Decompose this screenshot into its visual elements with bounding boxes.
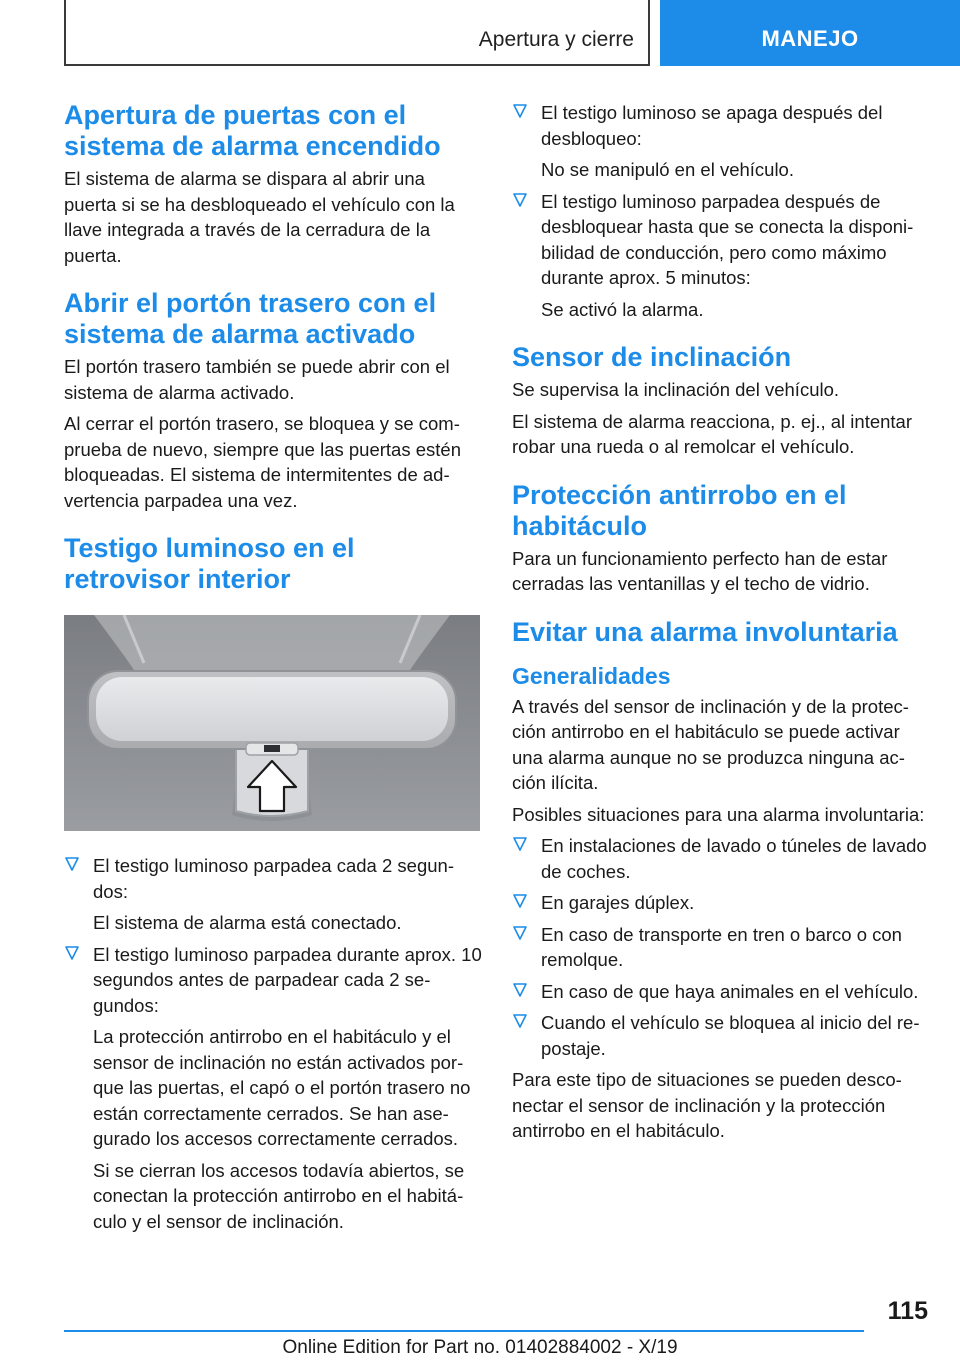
- footer-edition: Online Edition for Part no. 01402884002 - X/19: [282, 1337, 678, 1358]
- paragraph: El portón trasero también se puede abrir con el sistema de alarma activado.: [64, 356, 450, 403]
- right-column: [512, 100, 930, 1150]
- triangle-bullet-icon: [512, 893, 528, 911]
- heading-tailgate: Abrir el portón trasero con el sistema de alarma activado: [64, 288, 437, 349]
- page-number: 115: [887, 1297, 928, 1325]
- list-item-text: El testigo luminoso se apaga después del desbloqueo:: [541, 102, 883, 149]
- list-item-text: En garajes dúplex.: [541, 892, 695, 913]
- heading-tilt-sensor: Sensor de inclinación: [512, 342, 792, 372]
- triangle-bullet-icon: [64, 945, 80, 963]
- heading-interior-protection: Protección antirrobo en el habitáculo: [512, 479, 847, 541]
- section-indicator-light: [64, 533, 482, 1234]
- section-avoid-false-alarm: [512, 617, 930, 1144]
- section-tilt-sensor: [512, 342, 930, 460]
- footer-divider: [64, 1330, 864, 1332]
- header-section-box: [64, 0, 650, 66]
- list-item: [64, 853, 482, 936]
- heading-indicator-light: Testigo luminoso en el retrovisor interior: [64, 533, 355, 594]
- list-item: [512, 100, 930, 183]
- paragraph: Para este tipo de situaciones se pueden desconectar el sensor de inclinación y la protección antirrobo en el habitáculo.: [512, 1069, 902, 1141]
- list-item: [512, 922, 930, 973]
- triangle-bullet-icon: [512, 192, 528, 210]
- list-item-detail: Se activó la alarma.: [541, 298, 704, 320]
- list-item: [512, 833, 930, 884]
- list-item: [512, 1010, 930, 1061]
- list-item-detail: La protección antirrobo en el habitáculo y el sensor de inclinación no están activados porque las puertas, el capó o el portón trasero no están correctamente cerrados. Se han asegurado los accesos correctamente cerrados.: [93, 1026, 471, 1149]
- subheading-general: Generalidades: [512, 662, 671, 689]
- list-item-detail: Si se cierran los accesos todavía abiertos, se conectan la protección antirrobo en el habitáculo y el sensor de inclinación.: [93, 1159, 465, 1232]
- triangle-bullet-icon: [512, 982, 528, 1000]
- list-item-detail: No se manipuló en el vehículo.: [541, 159, 794, 180]
- triangle-bullet-icon: [512, 1013, 528, 1031]
- triangle-bullet-icon: [64, 856, 80, 874]
- heading-door-opening: Apertura de puertas con el sistema de alarma encendido: [64, 100, 441, 161]
- triangle-bullet-icon: [512, 103, 528, 121]
- left-column: [64, 100, 482, 1240]
- list-item-text: En caso de transporte en tren o barco o con remolque.: [541, 923, 902, 970]
- paragraph: Se supervisa la inclinación del vehículo.: [512, 379, 840, 400]
- list-item-text: El testigo luminoso parpadea después de desbloquear hasta que se conecta la disponibilidad de conducción, pero como máximo durante aprox. 5 minutos:: [541, 190, 914, 288]
- section-door-opening: [64, 100, 482, 268]
- paragraph: Posibles situaciones para una alarma involuntaria:: [512, 803, 925, 825]
- section-interior-protection: [512, 480, 930, 597]
- paragraph: El sistema de alarma se dispara al abrir una puerta si se ha desbloqueado el vehículo con la llave integrada a través de la cerradura de la puerta.: [64, 168, 455, 266]
- list-item-text: El testigo luminoso parpadea durante aprox. 10 segundos antes de parpadear cada 2 segundos:: [93, 943, 482, 1016]
- paragraph: Para un funcionamiento perfecto han de estar cerradas las ventanillas y el techo de vidrio.: [512, 547, 888, 594]
- header-section-title: Apertura y cierre: [478, 28, 634, 51]
- indicator-light-list: [64, 853, 482, 1234]
- list-item: [512, 189, 930, 323]
- paragraph: A través del sensor de inclinación y de la protección antirrobo en el habitáculo se puede activar una alarma aunque no se produzca ninguna acción ilícita.: [512, 695, 909, 793]
- list-item: [512, 890, 930, 916]
- list-item: [512, 979, 930, 1005]
- list-item-text: El testigo luminoso parpadea cada 2 segundos:: [93, 855, 454, 902]
- page-header: [0, 0, 960, 66]
- list-item-text: Cuando el vehículo se bloquea al inicio del repostaje.: [541, 1012, 920, 1059]
- indicator-light-list-continued: [512, 100, 930, 322]
- triangle-bullet-icon: [512, 836, 528, 854]
- rearview-mirror-illustration: [64, 615, 480, 831]
- list-item-detail: El sistema de alarma está conectado.: [93, 912, 402, 933]
- paragraph: Al cerrar el portón trasero, se bloquea y se comprueba de nuevo, siempre que las puertas estén bloqueadas. El sistema de intermitentes de advertencia parpadea una vez.: [64, 413, 461, 511]
- triangle-bullet-icon: [512, 925, 528, 943]
- false-alarm-situations-list: [512, 833, 930, 1061]
- heading-avoid-false-alarm: Evitar una alarma involuntaria: [512, 616, 898, 647]
- list-item: [64, 942, 482, 1235]
- list-item-text: En caso de que haya animales en el vehículo.: [541, 980, 919, 1002]
- section-tailgate: [64, 288, 482, 513]
- paragraph: El sistema de alarma reacciona, p. ej., al intentar robar una rueda o al remolcar el vehículo.: [512, 410, 912, 457]
- header-chapter-tab: MANEJO: [660, 0, 960, 66]
- list-item-text: En instalaciones de lavado o túneles de lavado de coches.: [541, 835, 927, 882]
